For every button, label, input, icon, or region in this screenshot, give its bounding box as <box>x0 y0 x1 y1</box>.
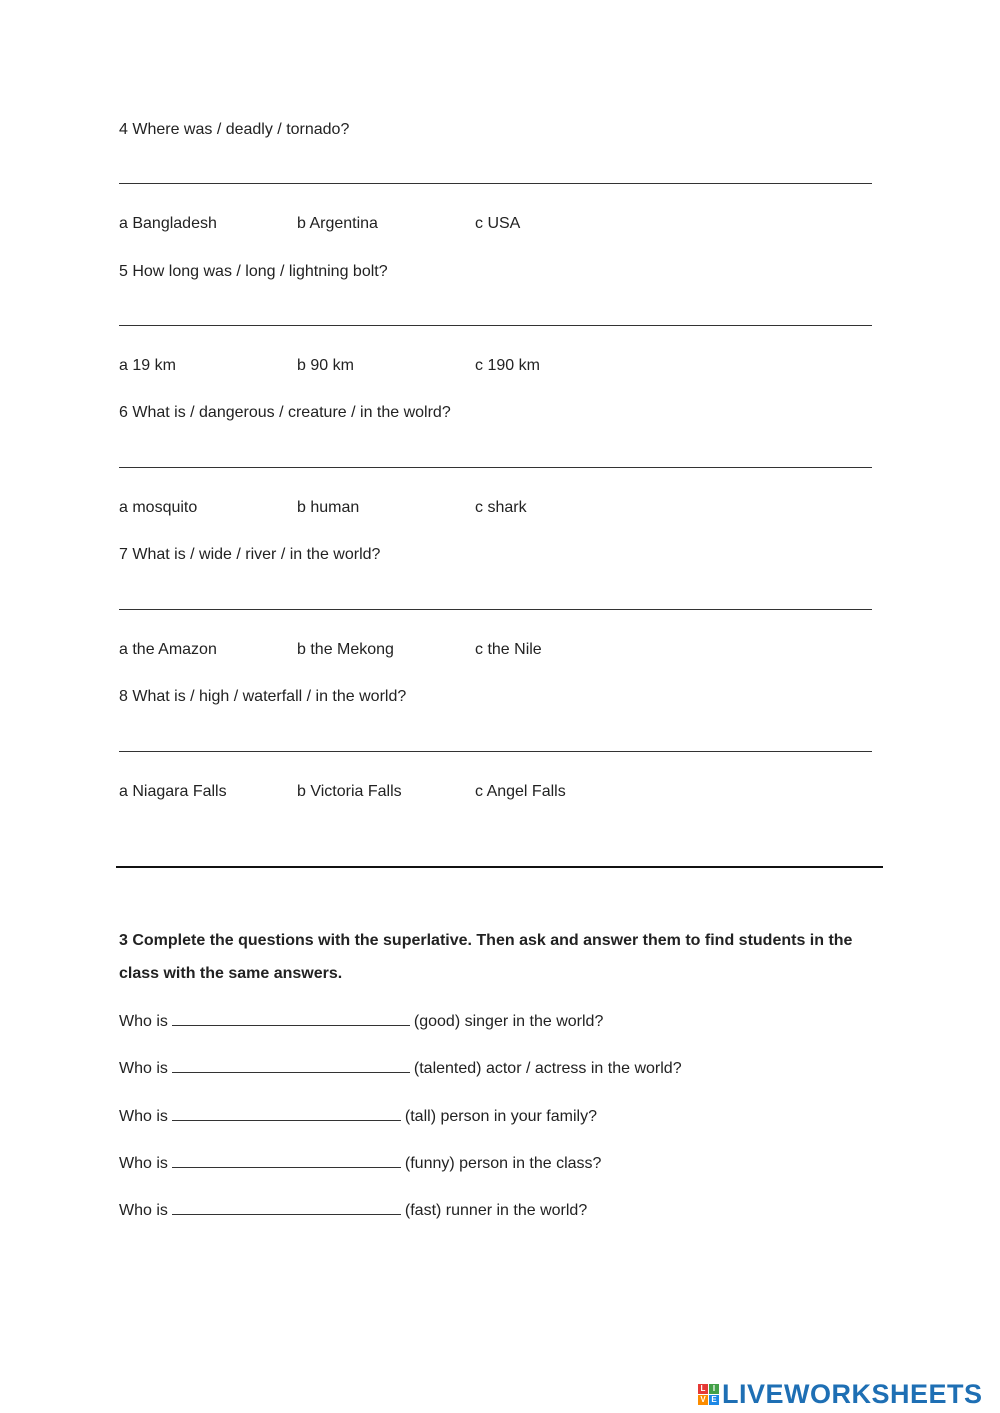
question-6: 6 What is / dangerous / creature / in the wolrd? <box>119 404 451 421</box>
option-7a[interactable]: a the Amazon <box>119 641 217 658</box>
section3-instruction-line1: 3 Complete the questions with the superlative. Then ask and answer them to find students in the <box>119 932 853 949</box>
sentence-prefix: Who is <box>119 1013 168 1030</box>
sentence-suffix: (talented) actor / actress in the world? <box>413 1060 682 1077</box>
blank-input-5[interactable] <box>172 1200 401 1215</box>
question-8: 8 What is / high / waterfall / in the world? <box>119 688 407 705</box>
sentence-3 <box>119 1106 597 1127</box>
question-7: 7 What is / wide / river / in the world? <box>119 546 381 563</box>
answer-line-6[interactable] <box>119 467 872 468</box>
option-4b[interactable]: b Argentina <box>297 215 378 232</box>
option-5b[interactable]: b 90 km <box>297 357 354 374</box>
option-7b[interactable]: b the Mekong <box>297 641 394 658</box>
option-6a[interactable]: a mosquito <box>119 499 198 516</box>
option-6b[interactable]: b human <box>297 499 360 516</box>
answer-line-4[interactable] <box>119 183 872 184</box>
sentence-2 <box>119 1058 682 1079</box>
sentence-prefix: Who is <box>119 1060 168 1077</box>
question-4: 4 Where was / deadly / tornado? <box>119 121 350 138</box>
blank-input-3[interactable] <box>172 1106 401 1121</box>
brand-name: LIVEWORKSHEETS <box>722 1378 983 1409</box>
option-7c[interactable]: c the Nile <box>475 641 542 658</box>
sentence-prefix: Who is <box>119 1202 168 1219</box>
sentence-suffix: (funny) person in the class? <box>404 1155 602 1172</box>
blank-input-2[interactable] <box>172 1058 410 1073</box>
sentence-5 <box>119 1200 587 1221</box>
option-8a[interactable]: a Niagara Falls <box>119 783 227 800</box>
section-divider <box>116 866 883 868</box>
sentence-4 <box>119 1153 601 1174</box>
sentence-suffix: (good) singer in the world? <box>413 1013 604 1030</box>
answer-line-5[interactable] <box>119 325 872 326</box>
sentence-suffix: (fast) runner in the world? <box>404 1202 588 1219</box>
answer-line-7[interactable] <box>119 609 872 610</box>
option-5c[interactable]: c 190 km <box>475 357 540 374</box>
section3-instruction-line2: class with the same answers. <box>119 965 343 982</box>
logo-tile: V <box>698 1395 708 1405</box>
answer-line-8[interactable] <box>119 751 872 752</box>
sentence-1 <box>119 1011 603 1032</box>
option-4c[interactable]: c USA <box>475 215 521 232</box>
logo-tile: E <box>709 1395 719 1405</box>
sentence-prefix: Who is <box>119 1155 168 1172</box>
question-5: 5 How long was / long / lightning bolt? <box>119 263 388 280</box>
logo-tile: I <box>709 1384 719 1394</box>
liveworksheets-logo-icon <box>698 1384 719 1405</box>
blank-input-4[interactable] <box>172 1153 401 1168</box>
sentence-suffix: (tall) person in your family? <box>404 1108 597 1125</box>
sentence-prefix: Who is <box>119 1108 168 1125</box>
blank-input-1[interactable] <box>172 1011 410 1026</box>
option-4a[interactable]: a Bangladesh <box>119 215 217 232</box>
option-8b[interactable]: b Victoria Falls <box>297 783 402 800</box>
logo-tile: L <box>698 1384 708 1394</box>
option-8c[interactable]: c Angel Falls <box>475 783 566 800</box>
option-5a[interactable]: a 19 km <box>119 357 176 374</box>
option-6c[interactable]: c shark <box>475 499 527 516</box>
liveworksheets-brand <box>698 1378 983 1410</box>
